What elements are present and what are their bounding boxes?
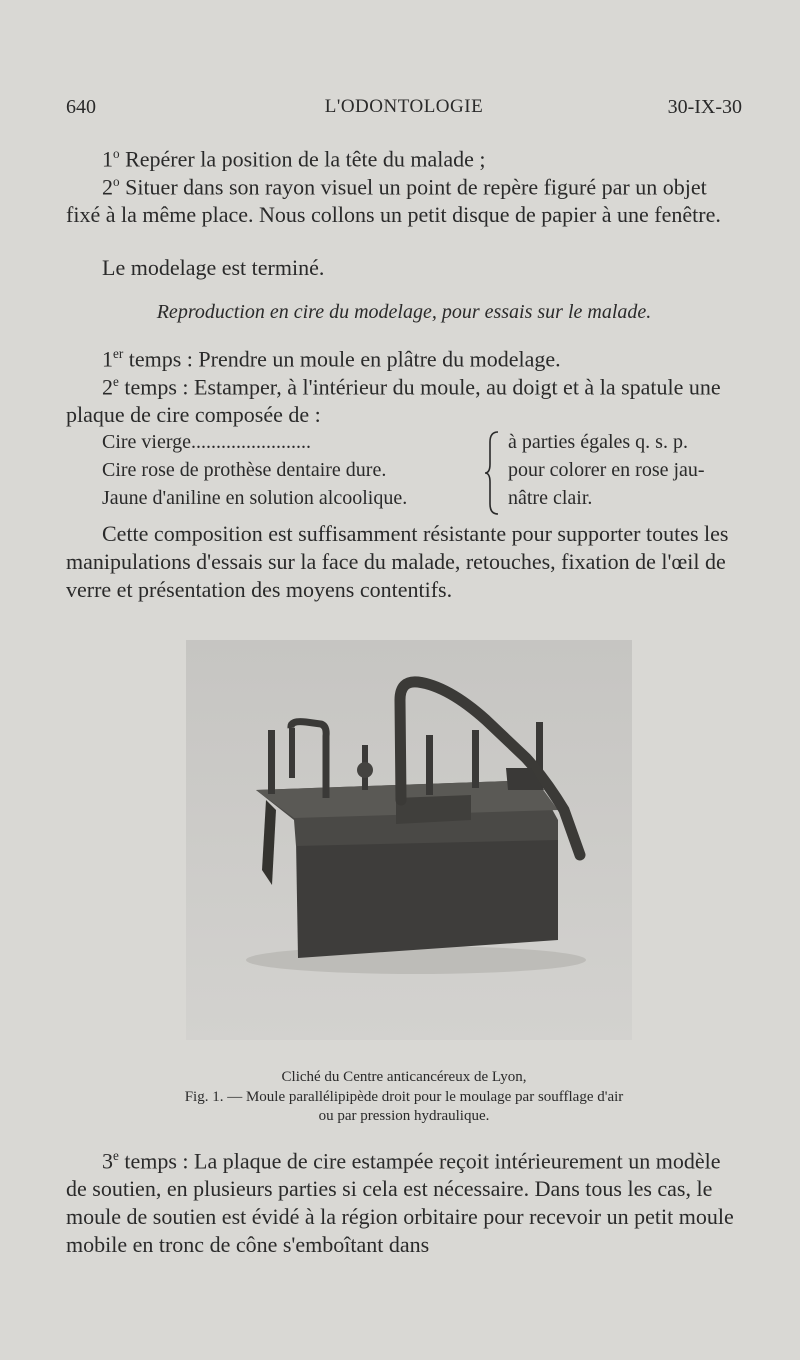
proportion-row: nâtre clair.: [508, 487, 593, 509]
wax-ingredients: [102, 428, 482, 512]
figure-caption-line-1: Fig. 1. — Moule parallélipipède droit pour le moulage par soufflage d'air: [184, 1089, 624, 1105]
ingredient-row: Cire vierge........................: [102, 431, 312, 453]
page-number: 640: [66, 96, 96, 118]
figure-label: Fig. 1. —: [184, 1089, 243, 1105]
composition-paragraph: Cette composition est suffisamment résistante pour supporter toutes les manipulations d'essais sur la face du malade, retouches, fixation de l'œil de verre et présentation des moyens contentifs.: [66, 521, 729, 602]
wax-proportions: [508, 428, 758, 512]
proportion-row: à parties égales q. s. p.: [508, 431, 688, 453]
issue-date: 30-IX-30: [667, 96, 742, 118]
figure-credit: Cliché du Centre anticancéreux de Lyon,: [281, 1069, 527, 1085]
temps-3-paragraph: 3e temps : La plaque de cire estampée reçoit intérieurement un modèle de soutien, en plusieurs parties si cela est nécessaire. Dans tous les cas, le moule de soutien est évidé à la région orbitaire pour recevoir un petit moule mobile en tronc de cône s'emboîtant dans: [66, 1148, 734, 1258]
mold-photograph: [186, 640, 632, 1040]
ingredient-row: Jaune d'aniline en solution alcoolique.: [102, 487, 408, 509]
metal-mold-illustration: [186, 640, 632, 1040]
temps-1-paragraph: 1er temps : Prendre un moule en plâtre du modelage.: [102, 346, 561, 372]
curly-brace-icon: [484, 430, 502, 516]
proportion-row: pour colorer en rose jau-: [508, 459, 705, 481]
figure-caption-line-2: ou par pression hydraulique.: [318, 1108, 490, 1124]
page-header: [66, 96, 742, 126]
step-2-paragraph: 2$^o$ Situer dans son rayon visuel un point de repère figuré par un objet fixé à la même place. Nous collons un petit disque de papier à une fenêtre.: [66, 174, 721, 228]
modelage-done-line: Le modelage est terminé.: [102, 255, 325, 280]
journal-title: L'ODONTOLOGIE: [324, 96, 484, 117]
section-heading: Reproduction en cire du modelage, pour essais sur le malade.: [156, 301, 652, 323]
temps-2-paragraph: 2e temps : Estamper, à l'intérieur du moule, au doigt et à la spatule une plaque de cire composée de :: [66, 374, 721, 428]
step-1-paragraph: 1$^o$ Repérer la position de la tête du malade ;: [102, 146, 486, 172]
ingredient-row: Cire rose de prothèse dentaire dure.: [102, 459, 387, 481]
